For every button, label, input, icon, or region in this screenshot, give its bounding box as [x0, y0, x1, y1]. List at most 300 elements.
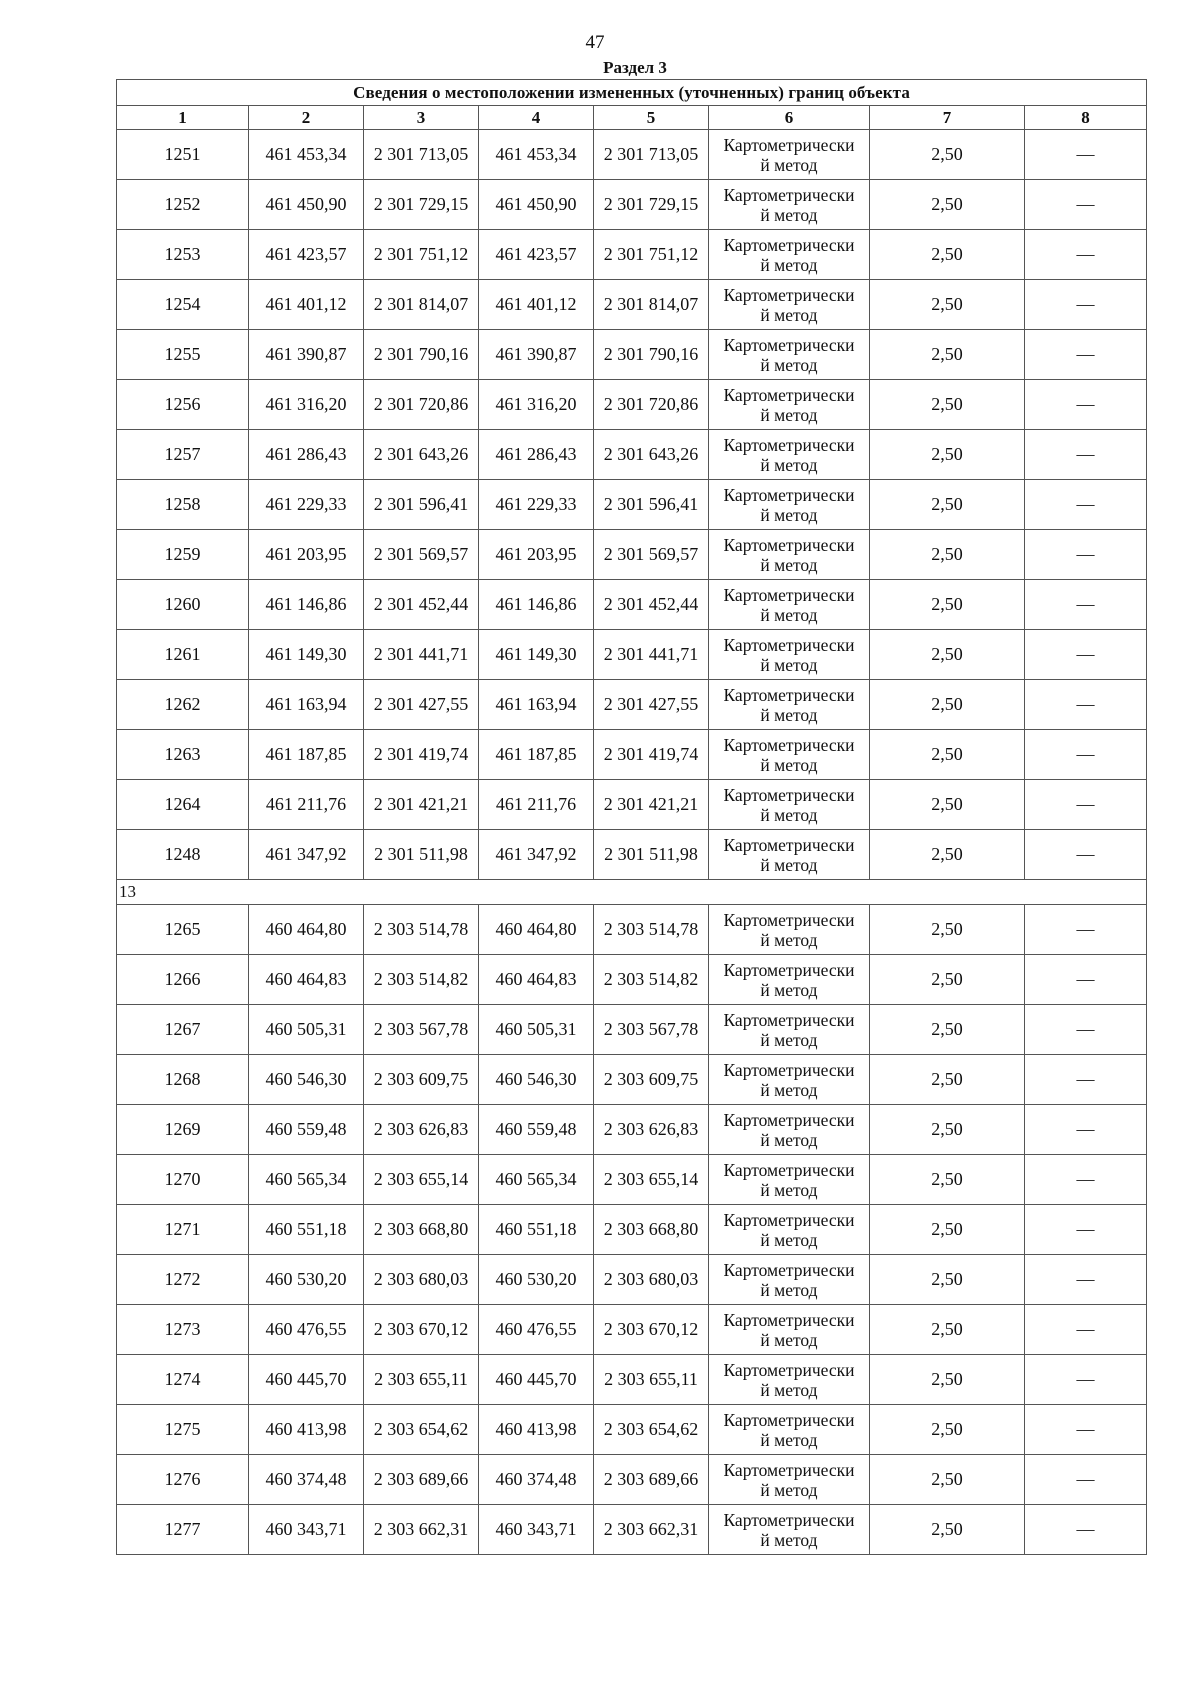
- method-line-1: Картометрически: [723, 684, 855, 705]
- method-line-2: й метод: [760, 1329, 818, 1350]
- description-cell: —: [1025, 1255, 1147, 1305]
- point-number-cell: 1259: [117, 530, 249, 580]
- y-new-cell: 2 303 514,82: [594, 955, 709, 1005]
- accuracy-cell: 2,50: [870, 1505, 1025, 1555]
- y-new-cell: 2 301 427,55: [594, 680, 709, 730]
- method-line-2: й метод: [760, 304, 818, 325]
- method-cell: [709, 1355, 870, 1405]
- accuracy-cell: 2,50: [870, 580, 1025, 630]
- description-cell: —: [1025, 1105, 1147, 1155]
- y-new-cell: 2 301 596,41: [594, 480, 709, 530]
- y-old-cell: 2 301 421,21: [364, 780, 479, 830]
- method-cell: [709, 1105, 870, 1155]
- method-line-1: Картометрически: [723, 284, 855, 305]
- method-line-2: й метод: [760, 554, 818, 575]
- point-number-cell: 1271: [117, 1205, 249, 1255]
- x-new-cell: 461 453,34: [479, 130, 594, 180]
- y-new-cell: 2 303 680,03: [594, 1255, 709, 1305]
- x-old-cell: 460 546,30: [249, 1055, 364, 1105]
- x-old-cell: 460 445,70: [249, 1355, 364, 1405]
- y-old-cell: 2 301 713,05: [364, 130, 479, 180]
- method-line-1: Картометрически: [723, 384, 855, 405]
- x-old-cell: 461 149,30: [249, 630, 364, 680]
- column-header: 5: [594, 106, 709, 130]
- table-row: [117, 1405, 1147, 1455]
- table-row: [117, 580, 1147, 630]
- accuracy-cell: 2,50: [870, 830, 1025, 880]
- accuracy-cell: 2,50: [870, 530, 1025, 580]
- method-cell: [709, 630, 870, 680]
- method-line-1: Картометрически: [723, 1109, 855, 1130]
- x-new-cell: 461 401,12: [479, 280, 594, 330]
- table-row: [117, 430, 1147, 480]
- method-line-1: Картометрически: [723, 1509, 855, 1530]
- table-row: [117, 530, 1147, 580]
- method-line-1: Картометрически: [723, 334, 855, 355]
- method-cell: [709, 905, 870, 955]
- x-new-cell: 460 343,71: [479, 1505, 594, 1555]
- group-label: 13: [117, 880, 1147, 905]
- method-line-2: й метод: [760, 1079, 818, 1100]
- y-old-cell: 2 303 514,78: [364, 905, 479, 955]
- table-row: [117, 680, 1147, 730]
- accuracy-cell: 2,50: [870, 230, 1025, 280]
- x-old-cell: 460 464,83: [249, 955, 364, 1005]
- y-new-cell: 2 303 655,14: [594, 1155, 709, 1205]
- x-new-cell: 461 163,94: [479, 680, 594, 730]
- point-number-cell: 1260: [117, 580, 249, 630]
- accuracy-cell: 2,50: [870, 955, 1025, 1005]
- table-row: [117, 955, 1147, 1005]
- description-cell: —: [1025, 530, 1147, 580]
- method-cell: [709, 730, 870, 780]
- method-line-2: й метод: [760, 1029, 818, 1050]
- x-old-cell: 461 229,33: [249, 480, 364, 530]
- method-line-2: й метод: [760, 1379, 818, 1400]
- x-new-cell: 460 559,48: [479, 1105, 594, 1155]
- description-cell: —: [1025, 480, 1147, 530]
- x-new-cell: 460 464,83: [479, 955, 594, 1005]
- point-number-cell: 1254: [117, 280, 249, 330]
- accuracy-cell: 2,50: [870, 1455, 1025, 1505]
- table-row: [117, 1105, 1147, 1155]
- method-cell: [709, 1005, 870, 1055]
- accuracy-cell: 2,50: [870, 380, 1025, 430]
- x-old-cell: 460 464,80: [249, 905, 364, 955]
- y-new-cell: 2 303 689,66: [594, 1455, 709, 1505]
- y-new-cell: 2 301 713,05: [594, 130, 709, 180]
- column-header: 2: [249, 106, 364, 130]
- description-cell: —: [1025, 830, 1147, 880]
- description-cell: —: [1025, 430, 1147, 480]
- x-new-cell: 461 187,85: [479, 730, 594, 780]
- y-old-cell: 2 303 670,12: [364, 1305, 479, 1355]
- x-old-cell: 460 530,20: [249, 1255, 364, 1305]
- y-new-cell: 2 301 419,74: [594, 730, 709, 780]
- method-cell: [709, 1505, 870, 1555]
- method-line-1: Картометрически: [723, 1359, 855, 1380]
- method-line-1: Картометрически: [723, 434, 855, 455]
- description-cell: —: [1025, 955, 1147, 1005]
- x-old-cell: 461 401,12: [249, 280, 364, 330]
- accuracy-cell: 2,50: [870, 330, 1025, 380]
- column-header: 3: [364, 106, 479, 130]
- point-number-cell: 1251: [117, 130, 249, 180]
- table-row: [117, 630, 1147, 680]
- description-cell: —: [1025, 780, 1147, 830]
- table-caption: Сведения о местоположении измененных (уточненных) границ объекта: [117, 80, 1147, 106]
- accuracy-cell: 2,50: [870, 1105, 1025, 1155]
- x-old-cell: 460 343,71: [249, 1505, 364, 1555]
- y-new-cell: 2 301 421,21: [594, 780, 709, 830]
- method-cell: [709, 1255, 870, 1305]
- method-line-2: й метод: [760, 979, 818, 1000]
- y-new-cell: 2 303 670,12: [594, 1305, 709, 1355]
- table-row: [117, 130, 1147, 180]
- y-new-cell: 2 303 655,11: [594, 1355, 709, 1405]
- x-new-cell: 461 146,86: [479, 580, 594, 630]
- accuracy-cell: 2,50: [870, 905, 1025, 955]
- y-new-cell: 2 301 729,15: [594, 180, 709, 230]
- description-cell: —: [1025, 730, 1147, 780]
- method-line-1: Картометрически: [723, 1409, 855, 1430]
- method-line-1: Картометрически: [723, 1259, 855, 1280]
- x-new-cell: 460 476,55: [479, 1305, 594, 1355]
- method-line-1: Картометрически: [723, 134, 855, 155]
- point-number-cell: 1276: [117, 1455, 249, 1505]
- x-new-cell: 461 229,33: [479, 480, 594, 530]
- y-old-cell: 2 303 626,83: [364, 1105, 479, 1155]
- x-new-cell: 460 413,98: [479, 1405, 594, 1455]
- x-new-cell: 460 551,18: [479, 1205, 594, 1255]
- method-line-1: Картометрически: [723, 734, 855, 755]
- y-new-cell: 2 303 609,75: [594, 1055, 709, 1105]
- x-old-cell: 461 390,87: [249, 330, 364, 380]
- description-cell: —: [1025, 1405, 1147, 1455]
- point-number-cell: 1253: [117, 230, 249, 280]
- x-old-cell: 460 476,55: [249, 1305, 364, 1355]
- table-row: [117, 380, 1147, 430]
- accuracy-cell: 2,50: [870, 1055, 1025, 1105]
- point-number-cell: 1257: [117, 430, 249, 480]
- y-new-cell: 2 301 720,86: [594, 380, 709, 430]
- accuracy-cell: 2,50: [870, 430, 1025, 480]
- method-cell: [709, 780, 870, 830]
- description-cell: —: [1025, 130, 1147, 180]
- method-line-2: й метод: [760, 654, 818, 675]
- accuracy-cell: 2,50: [870, 1205, 1025, 1255]
- x-new-cell: 460 546,30: [479, 1055, 594, 1105]
- description-cell: —: [1025, 1005, 1147, 1055]
- x-new-cell: 460 374,48: [479, 1455, 594, 1505]
- point-number-cell: 1263: [117, 730, 249, 780]
- method-line-1: Картометрически: [723, 584, 855, 605]
- method-line-2: й метод: [760, 704, 818, 725]
- method-cell: [709, 680, 870, 730]
- point-number-cell: 1256: [117, 380, 249, 430]
- method-line-1: Картометрически: [723, 909, 855, 930]
- x-old-cell: 460 565,34: [249, 1155, 364, 1205]
- description-cell: —: [1025, 1205, 1147, 1255]
- method-line-2: й метод: [760, 154, 818, 175]
- method-cell: [709, 1055, 870, 1105]
- column-header-row: [117, 106, 1147, 130]
- method-cell: [709, 1155, 870, 1205]
- y-old-cell: 2 301 790,16: [364, 330, 479, 380]
- x-new-cell: 461 450,90: [479, 180, 594, 230]
- point-number-cell: 1267: [117, 1005, 249, 1055]
- method-cell: [709, 1205, 870, 1255]
- accuracy-cell: 2,50: [870, 130, 1025, 180]
- y-old-cell: 2 301 720,86: [364, 380, 479, 430]
- y-new-cell: 2 303 567,78: [594, 1005, 709, 1055]
- column-header: 1: [117, 106, 249, 130]
- method-line-2: й метод: [760, 1229, 818, 1250]
- method-line-2: й метод: [760, 1479, 818, 1500]
- y-old-cell: 2 303 668,80: [364, 1205, 479, 1255]
- method-cell: [709, 530, 870, 580]
- point-number-cell: 1258: [117, 480, 249, 530]
- y-old-cell: 2 303 655,11: [364, 1355, 479, 1405]
- method-line-1: Картометрически: [723, 534, 855, 555]
- table-row: [117, 1155, 1147, 1205]
- x-new-cell: 461 316,20: [479, 380, 594, 430]
- x-old-cell: 461 211,76: [249, 780, 364, 830]
- point-number-cell: 1272: [117, 1255, 249, 1305]
- y-old-cell: 2 301 596,41: [364, 480, 479, 530]
- y-new-cell: 2 303 514,78: [594, 905, 709, 955]
- x-old-cell: 461 146,86: [249, 580, 364, 630]
- method-line-2: й метод: [760, 354, 818, 375]
- y-old-cell: 2 301 569,57: [364, 530, 479, 580]
- column-header: 7: [870, 106, 1025, 130]
- y-new-cell: 2 303 662,31: [594, 1505, 709, 1555]
- point-number-cell: 1261: [117, 630, 249, 680]
- point-number-cell: 1268: [117, 1055, 249, 1105]
- method-line-2: й метод: [760, 854, 818, 875]
- y-old-cell: 2 301 643,26: [364, 430, 479, 480]
- method-line-1: Картометрически: [723, 1159, 855, 1180]
- point-number-cell: 1275: [117, 1405, 249, 1455]
- x-new-cell: 461 211,76: [479, 780, 594, 830]
- table-row: [117, 1205, 1147, 1255]
- point-number-cell: 1273: [117, 1305, 249, 1355]
- method-cell: [709, 130, 870, 180]
- accuracy-cell: 2,50: [870, 780, 1025, 830]
- method-line-2: й метод: [760, 254, 818, 275]
- point-number-cell: 1255: [117, 330, 249, 380]
- y-new-cell: 2 303 626,83: [594, 1105, 709, 1155]
- method-line-2: й метод: [760, 204, 818, 225]
- method-cell: [709, 380, 870, 430]
- accuracy-cell: 2,50: [870, 1155, 1025, 1205]
- y-old-cell: 2 301 441,71: [364, 630, 479, 680]
- y-old-cell: 2 303 680,03: [364, 1255, 479, 1305]
- method-cell: [709, 180, 870, 230]
- point-number-cell: 1248: [117, 830, 249, 880]
- point-number-cell: 1265: [117, 905, 249, 955]
- y-old-cell: 2 301 729,15: [364, 180, 479, 230]
- description-cell: —: [1025, 230, 1147, 280]
- method-line-1: Картометрически: [723, 1009, 855, 1030]
- table-row: [117, 480, 1147, 530]
- accuracy-cell: 2,50: [870, 680, 1025, 730]
- x-new-cell: 461 423,57: [479, 230, 594, 280]
- point-number-cell: 1269: [117, 1105, 249, 1155]
- y-old-cell: 2 303 654,62: [364, 1405, 479, 1455]
- y-new-cell: 2 301 569,57: [594, 530, 709, 580]
- method-cell: [709, 1455, 870, 1505]
- y-new-cell: 2 301 643,26: [594, 430, 709, 480]
- method-line-1: Картометрически: [723, 484, 855, 505]
- point-number-cell: 1264: [117, 780, 249, 830]
- x-old-cell: 460 374,48: [249, 1455, 364, 1505]
- y-new-cell: 2 303 668,80: [594, 1205, 709, 1255]
- method-line-1: Картометрически: [723, 184, 855, 205]
- method-cell: [709, 280, 870, 330]
- accuracy-cell: 2,50: [870, 1355, 1025, 1405]
- description-cell: —: [1025, 1505, 1147, 1555]
- x-old-cell: 460 559,48: [249, 1105, 364, 1155]
- x-new-cell: 461 390,87: [479, 330, 594, 380]
- method-cell: [709, 1305, 870, 1355]
- column-header: 6: [709, 106, 870, 130]
- x-new-cell: 461 347,92: [479, 830, 594, 880]
- x-old-cell: 461 187,85: [249, 730, 364, 780]
- y-old-cell: 2 301 419,74: [364, 730, 479, 780]
- method-line-2: й метод: [760, 929, 818, 950]
- y-new-cell: 2 301 814,07: [594, 280, 709, 330]
- description-cell: —: [1025, 630, 1147, 680]
- y-old-cell: 2 301 814,07: [364, 280, 479, 330]
- table-row: [117, 330, 1147, 380]
- description-cell: —: [1025, 1305, 1147, 1355]
- x-new-cell: 460 464,80: [479, 905, 594, 955]
- method-line-1: Картометрически: [723, 834, 855, 855]
- description-cell: —: [1025, 1455, 1147, 1505]
- accuracy-cell: 2,50: [870, 1305, 1025, 1355]
- method-line-2: й метод: [760, 604, 818, 625]
- method-cell: [709, 430, 870, 480]
- y-old-cell: 2 303 567,78: [364, 1005, 479, 1055]
- y-new-cell: 2 301 452,44: [594, 580, 709, 630]
- table-row: [117, 1355, 1147, 1405]
- table-row: [117, 830, 1147, 880]
- point-number-cell: 1277: [117, 1505, 249, 1555]
- x-old-cell: 461 423,57: [249, 230, 364, 280]
- x-old-cell: 460 551,18: [249, 1205, 364, 1255]
- x-new-cell: 460 505,31: [479, 1005, 594, 1055]
- x-new-cell: 460 530,20: [479, 1255, 594, 1305]
- description-cell: —: [1025, 680, 1147, 730]
- method-cell: [709, 1405, 870, 1455]
- accuracy-cell: 2,50: [870, 180, 1025, 230]
- y-old-cell: 2 301 511,98: [364, 830, 479, 880]
- table-row: [117, 280, 1147, 330]
- table-row: [117, 780, 1147, 830]
- table-caption-row: [117, 80, 1147, 106]
- section-title: Раздел 3: [603, 58, 667, 77]
- description-cell: —: [1025, 330, 1147, 380]
- table-row: [117, 1255, 1147, 1305]
- method-line-2: й метод: [760, 1279, 818, 1300]
- description-cell: —: [1025, 180, 1147, 230]
- description-cell: —: [1025, 1055, 1147, 1105]
- table-row: [117, 1455, 1147, 1505]
- accuracy-cell: 2,50: [870, 480, 1025, 530]
- method-line-2: й метод: [760, 1129, 818, 1150]
- x-new-cell: 460 445,70: [479, 1355, 594, 1405]
- x-old-cell: 461 316,20: [249, 380, 364, 430]
- method-cell: [709, 480, 870, 530]
- page-number: 47: [585, 32, 605, 53]
- y-old-cell: 2 303 609,75: [364, 1055, 479, 1105]
- table-row: [117, 230, 1147, 280]
- method-cell: [709, 830, 870, 880]
- x-old-cell: 460 505,31: [249, 1005, 364, 1055]
- y-old-cell: 2 303 655,14: [364, 1155, 479, 1205]
- description-cell: —: [1025, 1155, 1147, 1205]
- y-new-cell: 2 301 441,71: [594, 630, 709, 680]
- table-row: [117, 905, 1147, 955]
- method-line-2: й метод: [760, 1179, 818, 1200]
- y-old-cell: 2 303 514,82: [364, 955, 479, 1005]
- x-new-cell: 461 149,30: [479, 630, 594, 680]
- method-line-1: Картометрически: [723, 1309, 855, 1330]
- table-row: [117, 730, 1147, 780]
- group-row: [117, 880, 1147, 905]
- method-cell: [709, 955, 870, 1005]
- x-old-cell: 461 453,34: [249, 130, 364, 180]
- point-number-cell: 1270: [117, 1155, 249, 1205]
- accuracy-cell: 2,50: [870, 730, 1025, 780]
- method-cell: [709, 230, 870, 280]
- method-line-1: Картометрически: [723, 1209, 855, 1230]
- y-old-cell: 2 303 689,66: [364, 1455, 479, 1505]
- accuracy-cell: 2,50: [870, 630, 1025, 680]
- boundary-points-table: [116, 79, 1147, 1555]
- table-row: [117, 1505, 1147, 1555]
- x-old-cell: 461 347,92: [249, 830, 364, 880]
- x-old-cell: 461 450,90: [249, 180, 364, 230]
- table-row: [117, 1005, 1147, 1055]
- x-old-cell: 460 413,98: [249, 1405, 364, 1455]
- accuracy-cell: 2,50: [870, 1405, 1025, 1455]
- point-number-cell: 1266: [117, 955, 249, 1005]
- table-row: [117, 1055, 1147, 1105]
- method-line-1: Картометрически: [723, 234, 855, 255]
- table-row: [117, 1305, 1147, 1355]
- y-old-cell: 2 303 662,31: [364, 1505, 479, 1555]
- table-row: [117, 180, 1147, 230]
- method-line-2: й метод: [760, 454, 818, 475]
- column-header: 8: [1025, 106, 1147, 130]
- method-cell: [709, 330, 870, 380]
- description-cell: —: [1025, 1355, 1147, 1405]
- y-new-cell: 2 301 751,12: [594, 230, 709, 280]
- x-new-cell: 460 565,34: [479, 1155, 594, 1205]
- point-number-cell: 1262: [117, 680, 249, 730]
- y-new-cell: 2 301 790,16: [594, 330, 709, 380]
- method-line-1: Картометрически: [723, 1059, 855, 1080]
- method-line-1: Картометрически: [723, 959, 855, 980]
- method-line-2: й метод: [760, 1529, 818, 1550]
- x-new-cell: 461 286,43: [479, 430, 594, 480]
- description-cell: —: [1025, 905, 1147, 955]
- method-line-1: Картометрически: [723, 634, 855, 655]
- method-line-2: й метод: [760, 504, 818, 525]
- x-old-cell: 461 163,94: [249, 680, 364, 730]
